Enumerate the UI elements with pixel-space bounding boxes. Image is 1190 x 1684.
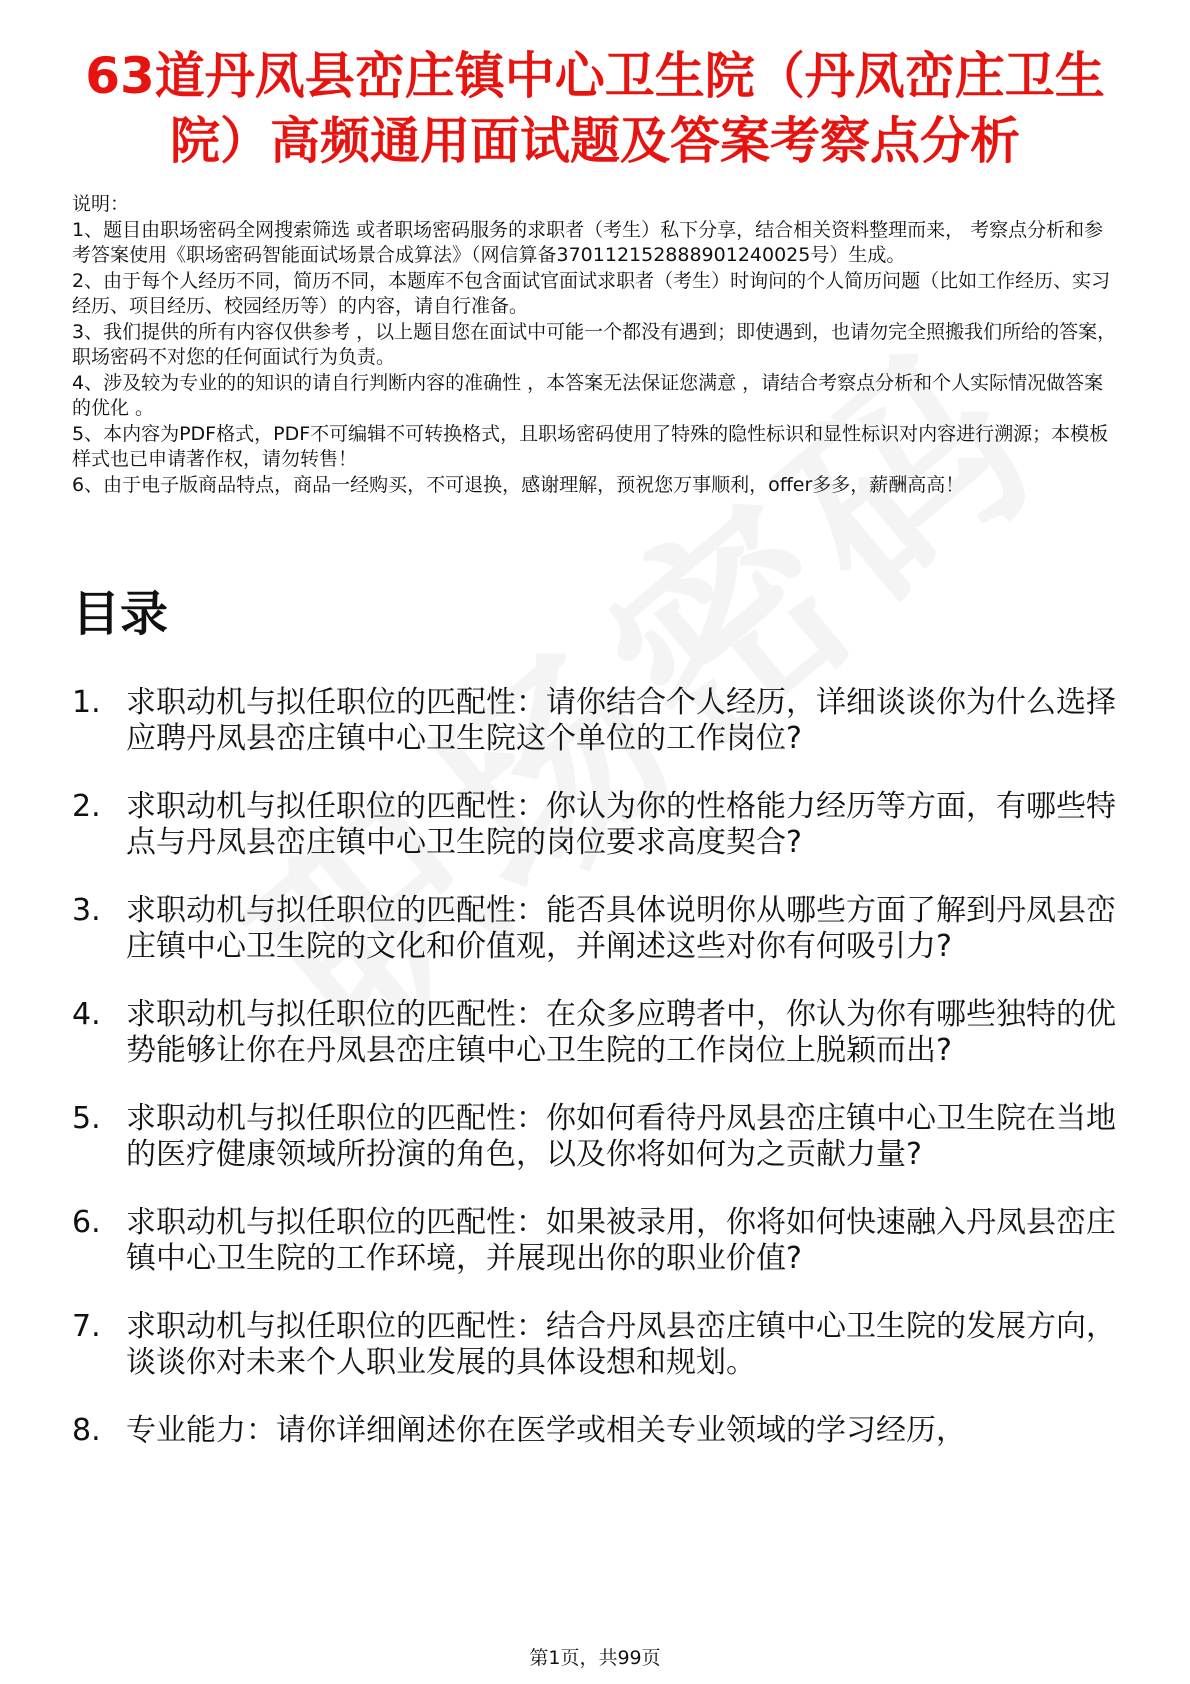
- toc-item[interactable]: [72, 893, 1122, 965]
- toc-item[interactable]: [72, 997, 1122, 1069]
- toc-item[interactable]: [72, 1413, 1122, 1449]
- toc-list: [72, 685, 1122, 1481]
- toc-item-text: 求职动机与拟任职位的匹配性：能否具体说明你从哪些方面了解到丹凤县峦庄镇中心卫生院的文化和价值观，并阐述这些对你有何吸引力?: [126, 893, 1116, 964]
- toc-item-number: 5.: [72, 1101, 101, 1136]
- note-item: 5、本内容为PDF格式，PDF不可编辑不可转换格式，且职场密码使用了特殊的隐性标识和显性标识对内容进行溯源；本模板样式也已申请著作权，请勿转售！: [72, 422, 1109, 470]
- toc-item[interactable]: [72, 685, 1122, 757]
- toc-item-text: 求职动机与拟任职位的匹配性：在众多应聘者中，你认为你有哪些独特的优势能够让你在丹凤县峦庄镇中心卫生院的工作岗位上脱颖而出?: [126, 997, 1116, 1068]
- toc-item-number: 1.: [72, 685, 101, 720]
- toc-item-number: 6.: [72, 1205, 101, 1240]
- toc-item-text: 求职动机与拟任职位的匹配性：你认为你的性格能力经历等方面，有哪些特点与丹凤县峦庄镇中心卫生院的岗位要求高度契合?: [126, 789, 1116, 860]
- toc-item-number: 3.: [72, 893, 101, 928]
- toc-item-text: 求职动机与拟任职位的匹配性：结合丹凤县峦庄镇中心卫生院的发展方向，谈谈你对未来个人职业发展的具体设想和规划。: [126, 1309, 1116, 1380]
- toc-heading: 目录: [72, 586, 169, 642]
- toc-item-number: 4.: [72, 997, 101, 1032]
- toc-item[interactable]: [72, 789, 1122, 861]
- document-title: 63道丹凤县峦庄镇中心卫生院（丹凤峦庄卫生院）高频通用面试题及答案考察点分析: [85, 47, 1105, 170]
- notes-heading: 说明：: [72, 193, 130, 215]
- toc-item-text: 专业能力：请你详细阐述你在医学或相关专业领域的学习经历，: [126, 1413, 966, 1448]
- toc-item-number: 2.: [72, 789, 101, 824]
- toc-item[interactable]: [72, 1101, 1122, 1173]
- note-item: 1、题目由职场密码全网搜索筛选 或者职场密码服务的求职者（考生）私下分享，结合相关资料整理而来， 考察点分析和参考答案使用《职场密码智能面试场景合成算法》（网信算备370112152888901240025号）生成。: [72, 218, 1104, 266]
- note-item: 2、由于每个人经历不同，简历不同，本题库不包含面试官面试求职者（考生）时询问的个人简历问题（比如工作经历、实习经历、项目经历、校园经历等）的内容，请自行准备。: [72, 269, 1111, 317]
- toc-item-text: 求职动机与拟任职位的匹配性：如果被录用，你将如何快速融入丹凤县峦庄镇中心卫生院的工作环境，并展现出你的职业价值?: [126, 1205, 1116, 1276]
- notes-section: [72, 192, 1120, 498]
- toc-item-text: 求职动机与拟任职位的匹配性：请你结合个人经历，详细谈谈你为什么选择应聘丹凤县峦庄镇中心卫生院这个单位的工作岗位?: [126, 685, 1116, 756]
- toc-item-text: 求职动机与拟任职位的匹配性：你如何看待丹凤县峦庄镇中心卫生院在当地的医疗健康领域所扮演的角色，以及你将如何为之贡献力量?: [126, 1101, 1116, 1172]
- toc-item-number: 8.: [72, 1413, 101, 1448]
- note-item: 6、由于电子版商品特点，商品一经购买，不可退换，感谢理解，预祝您万事顺利，offer多多，薪酬高高！: [72, 473, 965, 496]
- toc-item[interactable]: [72, 1309, 1122, 1381]
- note-item: 3、我们提供的所有内容仅供参考 ，以上题目您在面试中可能一个都没有遇到；即使遇到，也请勿完全照搬我们所给的答案，职场密码不对您的任何面试行为负责。: [72, 320, 1117, 368]
- toc-item[interactable]: [72, 1205, 1122, 1277]
- toc-item-number: 7.: [72, 1309, 101, 1344]
- page-footer: 第1页，共99页: [529, 1647, 661, 1669]
- note-item: 4、涉及较为专业的的知识的请自行判断内容的准确性 ，本答案无法保证您满意 ，请结合考察点分析和个人实际情况做答案的优化 。: [72, 371, 1104, 419]
